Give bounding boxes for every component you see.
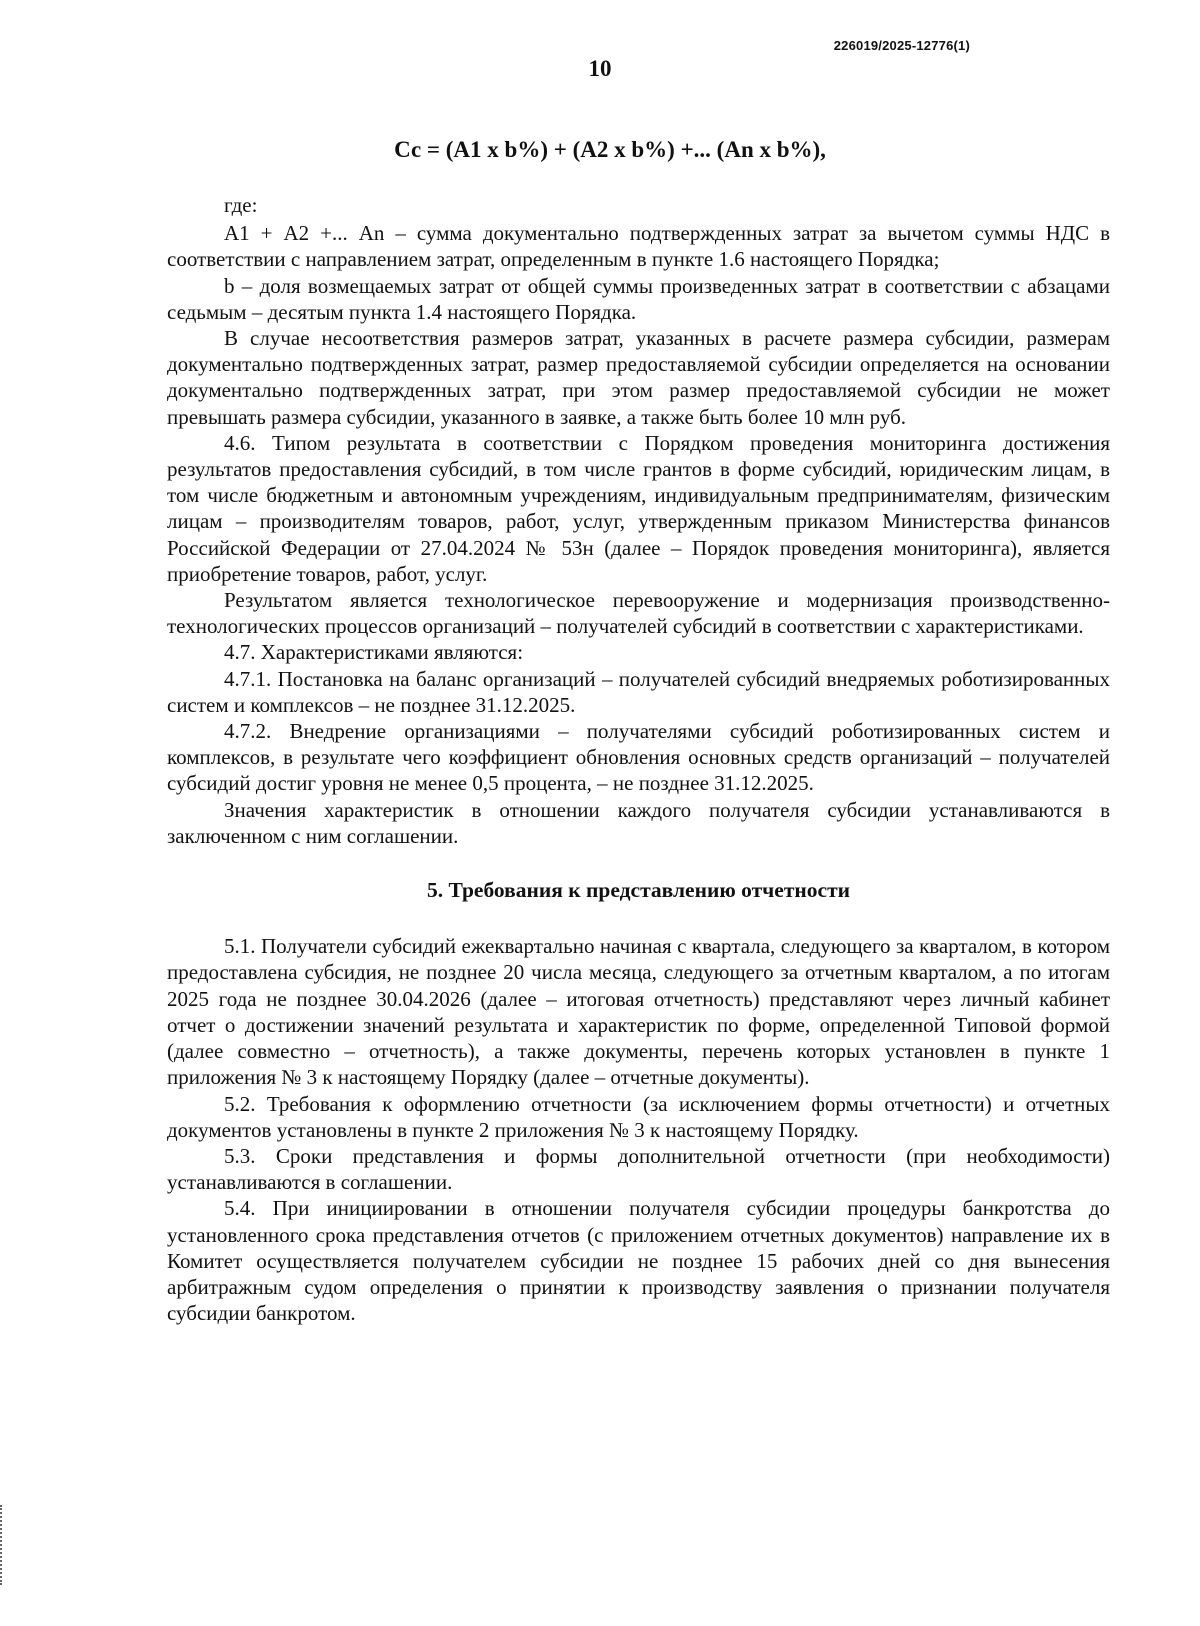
paragraph-4-7-1: 4.7.1. Постановка на баланс организаций – получателей субсидий внедряемых роботизированных систем и комплексов – не позднее 31.12.2025.	[167, 666, 1110, 717]
paragraph-4-7-2: 4.7.2. Внедрение организациями – получателями субсидий роботизированных систем и комплексов, в результате чего коэффициент обновления основных средств организаций – получателей субсидий достиг уровня не менее 0,5 процента, – не позднее 31.12.2025.	[167, 719, 1110, 796]
paragraph-5-4: 5.4. При инициировании в отношении получателя субсидии процедуры банкротства до установленного срока представления отчетов (с приложением отчетных документов) направление их в Комитет осуществляется получателем субсидии не позднее 15 рабочих дней со дня вынесения арбитражным судом определения о принятии к производству заявления о признании получателя субсидии банкротом.	[167, 1196, 1110, 1326]
subsidy-formula: Сс = (А1 х b%) + (А2 х b%) +... (Аn х b%),	[394, 137, 826, 162]
paragraph-where: где:	[224, 193, 258, 217]
paragraph-cost-mismatch: В случае несоответствия размеров затрат, указанных в расчете размера субсидии, размерам документально подтвержденных затрат, размер предоставляемой субсидии определяется на основании документально подтвержденных затрат, при этом размер предоставляемой субсидии не может превышать размера субсидии, указанного в заявке, а также быть более 10 млн руб.	[167, 326, 1110, 429]
paragraph-5-3: 5.3. Сроки представления и формы дополнительной отчетности (при необходимости) устанавливаются в соглашении.	[167, 1143, 1110, 1195]
paragraph-a-sum-definition: А1 + А2 +... Аn – сумма документально подтвержденных затрат за вычетом суммы НДС в соответствии с направлением затрат, определенным в пункте 1.6 настоящего Порядка;	[167, 221, 1110, 272]
section-5-heading: 5. Требования к представлению отчетности	[426, 878, 851, 903]
paragraph-result: Результатом является технологическое перевооружение и модернизация производственно-технологических процессов организаций – получателей субсидий в соответствии с характеристиками.	[167, 588, 1110, 639]
scan-edge-artifact	[0, 1505, 5, 1585]
document-registration-number: 226019/2025-12776(1)	[833, 38, 970, 53]
paragraph-b-share-definition: b – доля возмещаемых затрат от общей суммы произведенных затрат в соответствии с абзацами седьмым – десятым пункта 1.4 настоящего Порядка.	[167, 273, 1110, 324]
paragraph-5-2: 5.2. Требования к оформлению отчетности (за исключением формы отчетности) и отчетных документов установлены в пункте 2 приложения № 3 к настоящему Порядку.	[167, 1091, 1110, 1142]
paragraph-4-7-characteristics: 4.7. Характеристиками являются:	[224, 640, 524, 665]
document-body	[167, 192, 1110, 1326]
paragraph-5-1: 5.1. Получатели субсидий ежеквартально начиная с квартала, следующего за кварталом, в котором предоставлена субсидия, не позднее 20 числа месяца, следующего за отчетным кварталом, а по итогам 2025 года не позднее 30.04.2026 (далее – итоговая отчетность) представляют через личный кабинет отчет о достижении значений результата и характеристик по форме, определенной Типовой формой (далее совместно – отчетность), а также документы, перечень которых установлен в пункте 1 приложения № 3 к настоящему Порядку (далее – отчетные документы).	[167, 934, 1110, 1090]
page-number: 10	[588, 56, 612, 81]
paragraph-4-6-result-type: 4.6. Типом результата в соответствии с Порядком проведения мониторинга достижения результатов предоставления субсидий, в том числе грантов в форме субсидий, юридическим лицам, в том числе бюджетным и автономным учреждениям, индивидуальным предпринимателям, физическим лицам – производителям товаров, работ, услуг, утвержденным приказом Министерства финансов Российской Федерации от 27.04.2024 № 53н (далее – Порядок проведения мониторинга), является приобретение товаров, работ, услуг.	[167, 430, 1110, 586]
paragraph-characteristic-values: Значения характеристик в отношении каждого получателя субсидии устанавливаются в заключенном с ним соглашении.	[167, 797, 1110, 848]
